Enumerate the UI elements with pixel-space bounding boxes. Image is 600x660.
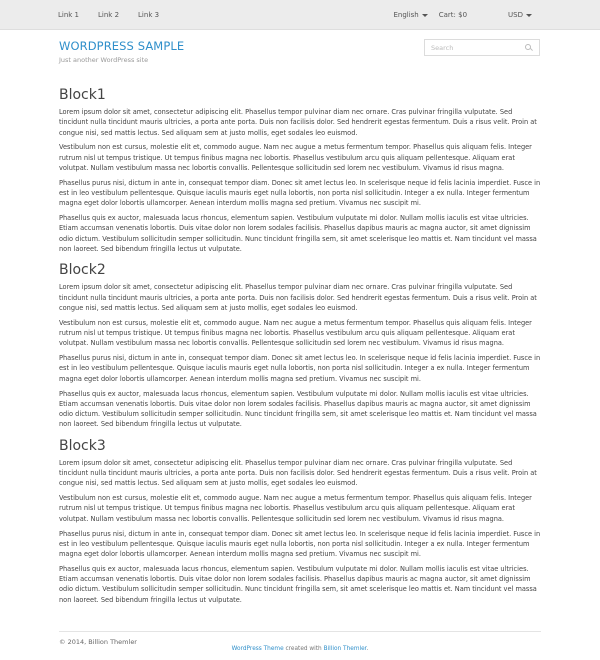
block-paragraph: Vestibulum non est cursus, molestie elit et, commodo augue. Nam nec augue a metus fermentum tempor. Phasellus quis aliquam felis. Integer rutrum nisl ut tempus tristique. Ut tempus finibus magna nec lobortis. Phasellus vestibulum arcu quis aliquam pellentesque. Aliquam erat volutpat. Nullam vestibulum massa nec lobortis convallis. Pellentesque sollicitudin sed lorem nec vestibulum. Vivamus id risus magna. (59, 143, 532, 172)
block-paragraph: Lorem ipsum dolor sit amet, consectetur adipiscing elit. Phasellus tempor pulvinar diam nec ornare. Cras pulvinar fringilla vulputate. Sed tincidunt nulla tincidunt mauris ultricies, a porta ante porta. Duis non facilisis dolor. Sed hendrerit egestas fermentum. Duis a risus velit. Proin at congue nisi, sed mattis lectus. Sed aliquam sem at justo mollis, eget sodales leo euismod. (59, 283, 537, 312)
block-title: Block3 (59, 437, 106, 454)
top-bar (0, 0, 600, 30)
block-paragraph: Lorem ipsum dolor sit amet, consectetur adipiscing elit. Phasellus tempor pulvinar diam nec ornare. Cras pulvinar fringilla vulputate. Sed tincidunt nulla tincidunt mauris ultricies, a porta ante porta. Duis non facilisis dolor. Sed hendrerit egestas fermentum. Duis a risus velit. Proin at congue nisi, sed mattis lectus. Sed aliquam sem at justo mollis, eget sodales leo euismod. (59, 108, 537, 137)
block-paragraph: Phasellus quis ex auctor, malesuada lacus rhoncus, elementum sapien. Vestibulum vulputate mi dolor. Nullam mollis iaculis est vitae ultricies. Etiam accumsan venenatis lobortis. Duis vitae dolor non lorem sodales facilisis. Phasellus dapibus mauris ac magna auctor, sit amet dignissim odio dictum. Vestibulum sollicitudin semper sollicitudin. Nunc tincidunt fringilla sem, sit amet scelerisque leo mattis et. Nam tincidunt vel massa non laoreet. Sed bibendum fringilla lectus ut vulputate. (59, 564, 537, 604)
nav-link-2[interactable]: Link 2 (98, 11, 120, 19)
block-title: Block2 (59, 262, 106, 279)
credit-end: . (366, 646, 369, 652)
currency-dropdown[interactable] (508, 11, 532, 19)
search-box (424, 39, 540, 56)
site-footer (59, 631, 541, 646)
theme-credit (0, 646, 600, 652)
wordpress-theme-link[interactable]: WordPress Theme (231, 646, 284, 652)
billion-themler-link[interactable]: Billion Themler (323, 646, 367, 652)
content-block-3 (59, 436, 541, 605)
top-nav-links (58, 0, 159, 30)
block-paragraph: Phasellus quis ex auctor, malesuada lacus rhoncus, elementum sapien. Vestibulum vulputate mi dolor. Nullam mollis iaculis est vitae ultricies. Etiam accumsan venenatis lobortis. Duis vitae dolor non lorem sodales facilisis. Phasellus dapibus mauris ac magna auctor, sit amet dignissim odio dictum. Vestibulum sollicitudin semper sollicitudin. Nunc tincidunt fringilla sem, sit amet scelerisque leo mattis et. Nam tincidunt vel massa non laoreet. Sed bibendum fringilla lectus ut vulputate. (59, 389, 537, 429)
top-bar-right (393, 0, 532, 30)
credit-text: created with (283, 646, 324, 652)
search-icon[interactable] (525, 44, 531, 50)
site-tagline: Just another WordPress site (59, 56, 149, 64)
currency-label: USD (508, 11, 523, 19)
cart-link[interactable]: Cart: $0 (438, 11, 468, 19)
block-paragraph: Phasellus purus nisi, dictum in ante in, consequat tempor diam. Donec sit amet lectus leo. In scelerisque neque id felis lacinia imperdiet. Fusce in est in leo vestibulum pellentesque. Quisque iaculis mauris eget nulla lobortis, non porta nisl sollicitudin. Integer a ex nulla. Integer fermentum magna eget dolor lobortis ullamcorper. Aenean interdum mollis magna sed pretium. Vivamus nec suscipit mi. (59, 354, 541, 383)
language-label: English (393, 11, 419, 19)
block-paragraph: Lorem ipsum dolor sit amet, consectetur adipiscing elit. Phasellus tempor pulvinar diam nec ornare. Cras pulvinar fringilla vulputate. Sed tincidunt nulla tincidunt mauris ultricies, a porta ante porta. Duis non facilisis dolor. Sed hendrerit egestas fermentum. Duis a risus velit. Proin at congue nisi, sed mattis lectus. Sed aliquam sem at justo mollis, eget sodales leo euismod. (59, 458, 537, 488)
block-paragraph: Vestibulum non est cursus, molestie elit et, commodo augue. Nam nec augue a metus fermentum tempor. Phasellus quis aliquam felis. Integer rutrum nisl ut tempus tristique. Ut tempus finibus magna nec lobortis. Phasellus vestibulum arcu quis aliquam pellentesque. Aliquam erat volutpat. Nullam vestibulum massa nec lobortis convallis. Pellentesque sollicitudin sed lorem nec vestibulum. Vivamus id risus magna. (59, 318, 532, 348)
nav-link-1[interactable]: Link 1 (58, 11, 80, 19)
block-paragraph: Vestibulum non est cursus, molestie elit et, commodo augue. Nam nec augue a metus fermentum tempor. Phasellus quis aliquam felis. Integer rutrum nisl ut tempus tristique. Ut tempus finibus magna nec lobortis. Phasellus vestibulum arcu quis aliquam pellentesque. Aliquam erat volutpat. Nullam vestibulum massa nec lobortis convallis. Pellentesque sollicitudin sed lorem nec vestibulum. Vivamus id risus magna. (59, 494, 532, 523)
nav-link-3[interactable]: Link 3 (138, 11, 160, 19)
content-block-2 (59, 260, 541, 429)
block-paragraph: Phasellus purus nisi, dictum in ante in, consequat tempor diam. Donec sit amet lectus leo. In scelerisque neque id felis lacinia imperdiet. Fusce in est in leo vestibulum pellentesque. Quisque iaculis mauris eget nulla lobortis, non porta nisl sollicitudin. Integer a ex nulla. Integer fermentum magna eget dolor lobortis ullamcorper. Aenean interdum mollis magna sed pretium. Vivamus nec suscipit mi. (59, 178, 541, 208)
block-title: Block1 (59, 87, 106, 103)
search-input[interactable] (425, 40, 523, 55)
main-content (59, 82, 541, 610)
content-block-1 (59, 85, 541, 254)
site-title[interactable]: WORDPRESS SAMPLE (59, 39, 185, 53)
chevron-down-icon (526, 14, 532, 17)
block-paragraph: Phasellus purus nisi, dictum in ante in, consequat tempor diam. Donec sit amet lectus leo. In scelerisque neque id felis lacinia imperdiet. Fusce in est in leo vestibulum pellentesque. Quisque iaculis mauris eget nulla lobortis, non porta nisl sollicitudin. Integer a ex nulla. Integer fermentum magna eget dolor lobortis ullamcorper. Aenean interdum mollis magna sed pretium. Vivamus nec suscipit mi. (59, 529, 541, 559)
chevron-down-icon (422, 14, 428, 17)
block-paragraph: Phasellus quis ex auctor, malesuada lacus rhoncus, elementum sapien. Vestibulum vulputate mi dolor. Nullam mollis iaculis est vitae ultricies. Etiam accumsan venenatis lobortis. Duis vitae dolor non lorem sodales facilisis. Phasellus dapibus mauris ac magna auctor, sit amet dignissim odio dictum. Vestibulum sollicitudin semper sollicitudin. Nunc tincidunt fringilla sem, sit amet scelerisque leo mattis et. Nam tincidunt vel massa non laoreet. Sed bibendum fringilla lectus ut vulputate. (59, 214, 537, 254)
copyright-text: © 2014, Billion Themler (59, 638, 137, 646)
language-dropdown[interactable] (393, 11, 427, 19)
